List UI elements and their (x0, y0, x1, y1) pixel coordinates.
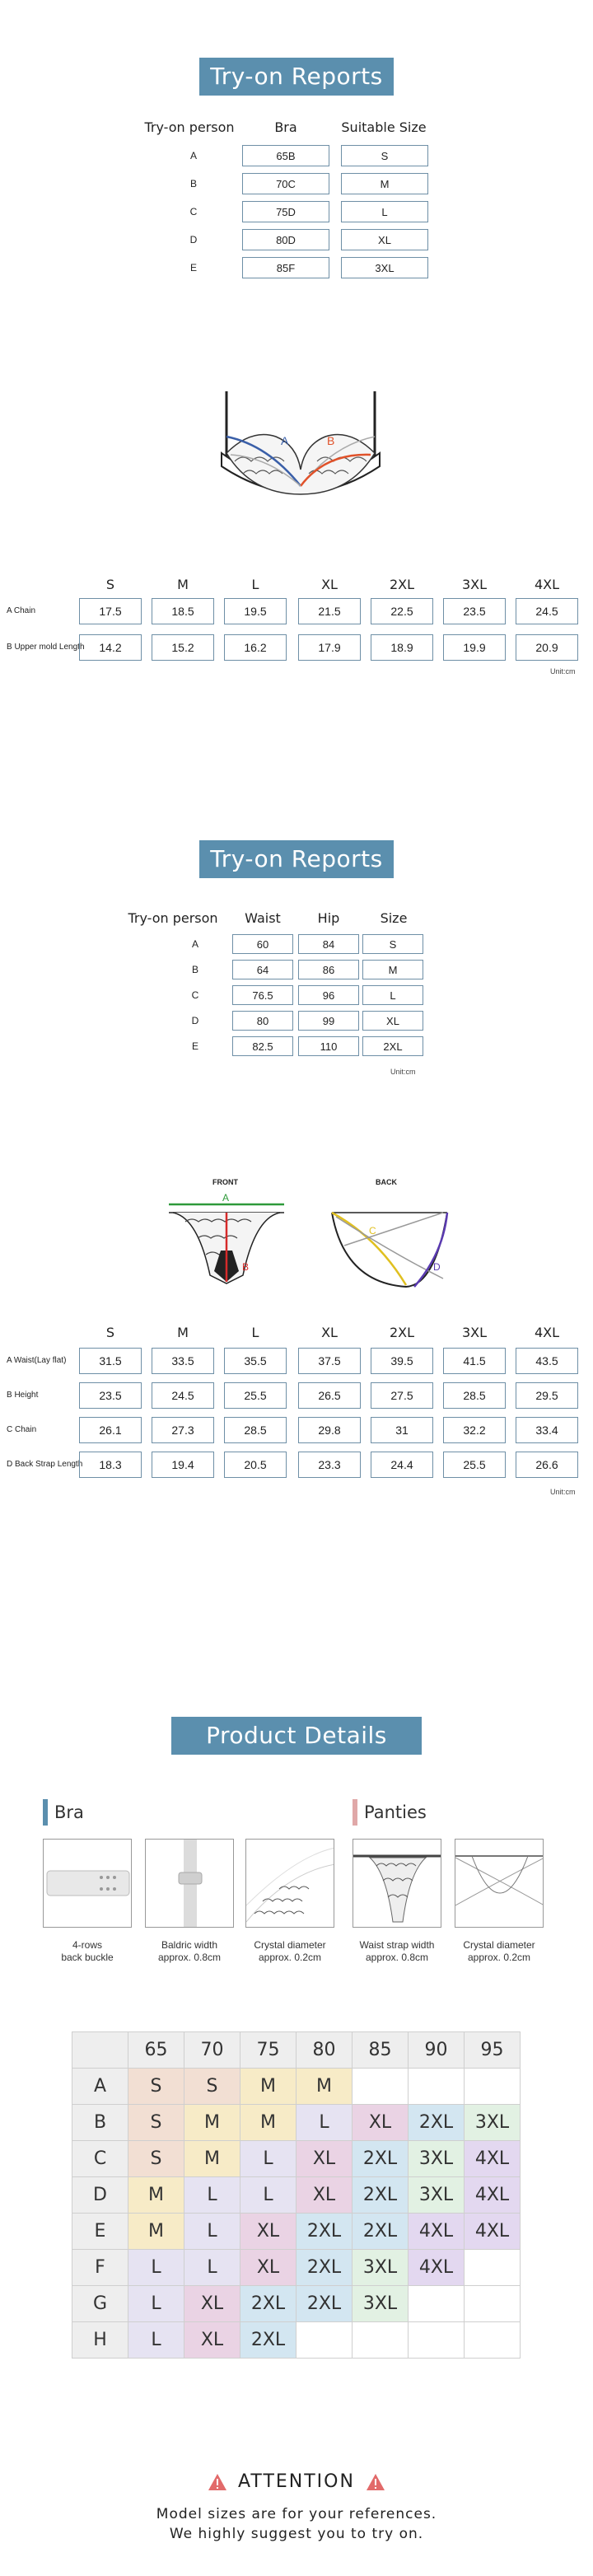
measure-value: 37.5 (298, 1348, 361, 1374)
report-bra-value: 70C (242, 173, 329, 194)
size-grid-cell: XL (240, 2250, 296, 2286)
size-header: 4XL (534, 1325, 560, 1340)
panty-reports-banner: Try-on Reports (199, 840, 394, 878)
measure-value: 17.5 (79, 598, 142, 624)
size-grid-cell (465, 2250, 521, 2286)
panties-marker (353, 1799, 357, 1826)
size-grid-cell: 2XL (296, 2250, 353, 2286)
size-header: M (177, 577, 189, 592)
size-grid-cell: 3XL (409, 2177, 465, 2214)
header-try-on-person: Try-on person (144, 119, 235, 135)
size-grid-cell: 3XL (409, 2141, 465, 2177)
size-grid-cell: 2XL (409, 2105, 465, 2141)
size-grid (72, 2031, 521, 2359)
size-grid-column-header: 65 (128, 2032, 184, 2069)
size-grid-cell: 2XL (353, 2177, 409, 2214)
size-grid-row (72, 2214, 521, 2250)
size-grid-cell: M (184, 2105, 240, 2141)
report-bra-value: 75D (242, 201, 329, 222)
attention-title: ATTENTION (238, 2471, 355, 2492)
size-grid-column-header: 70 (184, 2032, 240, 2069)
panty-back-diagram (328, 1204, 451, 1299)
size-grid-row-header: G (72, 2286, 128, 2322)
measure-value: 17.9 (298, 634, 361, 661)
report-waist-value: 82.5 (232, 1036, 293, 1056)
report-size-value: XL (362, 1011, 423, 1031)
size-grid-row-header: E (72, 2214, 128, 2250)
size-grid-cell: M (128, 2214, 184, 2250)
report-person: A (191, 938, 198, 950)
size-grid-row (72, 2105, 521, 2141)
measure-value: 29.5 (516, 1382, 578, 1409)
size-grid-cell: XL (296, 2141, 353, 2177)
measure-value: 33.4 (516, 1417, 578, 1443)
size-grid-row (72, 2286, 521, 2322)
size-grid-row (72, 2069, 521, 2105)
size-grid-cell: XL (184, 2286, 240, 2322)
size-grid-row-header: D (72, 2177, 128, 2214)
measure-value: 31.5 (79, 1348, 142, 1374)
size-grid-cell: L (184, 2214, 240, 2250)
report-person: A (189, 150, 197, 161)
bra-reports-banner: Try-on Reports (199, 58, 394, 96)
report-size-value: 2XL (362, 1036, 423, 1056)
size-grid-cell: 4XL (465, 2214, 521, 2250)
size-grid-cell: 2XL (353, 2141, 409, 2177)
size-grid-cell: 3XL (465, 2105, 521, 2141)
measure-value: 28.5 (443, 1382, 506, 1409)
panties-detail-label: Panties (364, 1802, 427, 1822)
size-grid-cell: S (128, 2105, 184, 2141)
bra-marker (43, 1799, 48, 1826)
size-grid-cell: 2XL (240, 2286, 296, 2322)
report-size-value: S (341, 145, 428, 166)
size-grid-column-header: 90 (409, 2032, 465, 2069)
report-hip-value: 86 (298, 960, 359, 979)
size-grid-cell: 4XL (409, 2250, 465, 2286)
measure-value: 26.5 (298, 1382, 361, 1409)
size-grid-cell: 3XL (353, 2286, 409, 2322)
attention-line-1: Model sizes are for your references. (156, 2506, 437, 2522)
report-person: D (189, 234, 198, 245)
size-header: 4XL (534, 577, 560, 592)
report-person: C (191, 989, 199, 1001)
back-label: BACK (376, 1178, 397, 1186)
size-grid-cell: XL (184, 2322, 240, 2359)
report-person: B (189, 178, 197, 189)
size-grid-cell: 3XL (353, 2250, 409, 2286)
report-person: C (189, 206, 198, 217)
measure-label: A Waist(Lay flat) (7, 1356, 67, 1365)
size-grid-cell (465, 2322, 521, 2359)
size-grid-column-header: 75 (240, 2032, 296, 2069)
report-waist-value: 76.5 (232, 985, 293, 1005)
measure-label: D Back Strap Length (7, 1460, 83, 1469)
measure-value: 18.5 (152, 598, 214, 624)
measure-value: 41.5 (443, 1348, 506, 1374)
report-waist-value: 60 (232, 934, 293, 954)
measure-value: 22.5 (371, 598, 433, 624)
panty-label-d: D (433, 1261, 441, 1273)
measure-label: A Chain (7, 606, 36, 615)
size-grid-cell: 4XL (465, 2141, 521, 2177)
panty-unit-label: Unit:cm (550, 1488, 576, 1496)
measure-value: 20.5 (224, 1452, 287, 1478)
measure-value: 29.8 (298, 1417, 361, 1443)
panty-report-unit: Unit:cm (390, 1068, 416, 1076)
size-grid-row-header: B (72, 2105, 128, 2141)
size-header: S (105, 1325, 115, 1340)
measure-value: 23.5 (79, 1382, 142, 1409)
size-grid-cell (296, 2322, 353, 2359)
size-grid-row (72, 2322, 521, 2359)
measure-value: 33.5 (152, 1348, 214, 1374)
measure-value: 15.2 (152, 634, 214, 661)
size-grid-cell: L (184, 2250, 240, 2286)
measure-value: 24.4 (371, 1452, 433, 1478)
measure-value: 25.5 (443, 1452, 506, 1478)
report-waist-value: 80 (232, 1011, 293, 1031)
size-grid-cell (409, 2286, 465, 2322)
size-grid-cell: M (240, 2105, 296, 2141)
front-label: FRONT (212, 1178, 238, 1186)
report-person: E (191, 1040, 198, 1052)
header-try-on-person-2: Try-on person (128, 910, 218, 926)
bra-detail-label: Bra (54, 1802, 84, 1822)
size-grid-cell: M (240, 2069, 296, 2105)
report-size-value: L (362, 985, 423, 1005)
bra-diagram (218, 387, 383, 511)
size-header: 3XL (461, 577, 488, 592)
bra-label-b: B (327, 434, 335, 447)
report-bra-value: 85F (242, 257, 329, 278)
size-grid-cell: XL (240, 2214, 296, 2250)
size-grid-cell: L (240, 2177, 296, 2214)
size-grid-cell: XL (353, 2105, 409, 2141)
caption-crystal-bra: Crystal diameter approx. 0.2cm (254, 1939, 326, 1963)
measure-value: 18.9 (371, 634, 433, 661)
detail-waist-strap (353, 1839, 441, 1928)
measure-value: 19.5 (224, 598, 287, 624)
size-grid-column-header: 85 (353, 2032, 409, 2069)
size-grid-row-header: H (72, 2322, 128, 2359)
measure-value: 20.9 (516, 634, 578, 661)
panty-label-c: C (369, 1225, 376, 1237)
size-grid-column-header: 95 (465, 2032, 521, 2069)
size-grid-cell: 4XL (409, 2214, 465, 2250)
product-details-banner: Product Details (171, 1717, 422, 1755)
size-grid-column-header (72, 2032, 128, 2069)
header-bra: Bra (274, 119, 297, 135)
measure-label: B Height (7, 1391, 39, 1400)
report-hip-value: 99 (298, 1011, 359, 1031)
attention-line-2: We highly suggest you to try on. (169, 2526, 424, 2542)
report-person: E (189, 262, 197, 273)
size-header: XL (321, 577, 338, 592)
detail-crystal-bra (245, 1839, 334, 1928)
size-grid-cell: S (128, 2141, 184, 2177)
size-grid-cell: 2XL (240, 2322, 296, 2359)
report-hip-value: 84 (298, 934, 359, 954)
measure-value: 35.5 (224, 1348, 287, 1374)
size-grid-cell: S (184, 2069, 240, 2105)
measure-value: 31 (371, 1417, 433, 1443)
size-grid-cell: 4XL (465, 2177, 521, 2214)
size-header: 2XL (389, 1325, 415, 1340)
size-header: 3XL (461, 1325, 488, 1340)
measure-value: 32.2 (443, 1417, 506, 1443)
report-size-value: M (341, 173, 428, 194)
measure-value: 26.1 (79, 1417, 142, 1443)
report-hip-value: 110 (298, 1036, 359, 1056)
panty-front-diagram (165, 1193, 288, 1288)
caption-crystal-panty: Crystal diameter approx. 0.2cm (463, 1939, 535, 1963)
measure-value: 14.2 (79, 634, 142, 661)
size-grid-row (72, 2177, 521, 2214)
size-grid-cell: L (128, 2322, 184, 2359)
size-header: 2XL (389, 577, 415, 592)
bra-label-a: A (281, 434, 289, 447)
warning-icon (366, 2473, 385, 2491)
bra-unit-label: Unit:cm (550, 667, 576, 676)
size-grid-cell (465, 2069, 521, 2105)
size-grid-column-header: 80 (296, 2032, 353, 2069)
report-bra-value: 80D (242, 229, 329, 250)
report-size-value: XL (341, 229, 428, 250)
detail-back-buckle (43, 1839, 132, 1928)
measure-value: 26.6 (516, 1452, 578, 1478)
size-grid-cell (353, 2322, 409, 2359)
size-grid-cell (353, 2069, 409, 2105)
caption-waist-strap: Waist strap width approx. 0.8cm (359, 1939, 435, 1963)
size-grid-cell: 2XL (353, 2214, 409, 2250)
caption-back-buckle: 4-rows back buckle (61, 1939, 114, 1963)
size-header: S (105, 577, 115, 592)
size-header: XL (321, 1325, 338, 1340)
size-header: M (177, 1325, 189, 1340)
size-grid-row (72, 2250, 521, 2286)
size-grid-header-row (72, 2032, 521, 2069)
measure-value: 23.5 (443, 598, 506, 624)
size-grid-row-header: A (72, 2069, 128, 2105)
report-person: D (191, 1015, 199, 1026)
size-header: L (251, 577, 259, 592)
size-grid-cell: 2XL (296, 2286, 353, 2322)
measure-value: 23.3 (298, 1452, 361, 1478)
report-person: B (191, 964, 198, 975)
size-grid-cell: L (296, 2105, 353, 2141)
caption-baldric: Baldric width approx. 0.8cm (157, 1939, 222, 1963)
size-grid-cell: S (128, 2069, 184, 2105)
size-grid-row (72, 2141, 521, 2177)
measure-value: 27.3 (152, 1417, 214, 1443)
measure-label: C Chain (7, 1425, 37, 1434)
measure-value: 16.2 (224, 634, 287, 661)
header-hip: Hip (317, 910, 340, 926)
detail-baldric (145, 1839, 234, 1928)
measure-value: 39.5 (371, 1348, 433, 1374)
size-grid-row-header: C (72, 2141, 128, 2177)
panty-label-a: A (222, 1193, 230, 1204)
warning-icon (208, 2473, 227, 2491)
header-waist: Waist (245, 910, 281, 926)
size-grid-cell: L (240, 2141, 296, 2177)
size-grid-cell: L (184, 2177, 240, 2214)
measure-value: 28.5 (224, 1417, 287, 1443)
header-size: Size (380, 910, 408, 926)
size-grid-cell: XL (296, 2177, 353, 2214)
size-grid-cell: M (128, 2177, 184, 2214)
size-header: L (251, 1325, 259, 1340)
header-suitable-size: Suitable Size (341, 119, 427, 135)
size-grid-cell: M (184, 2141, 240, 2177)
measure-label: B Upper mold Length (7, 643, 85, 652)
measure-value: 19.4 (152, 1452, 214, 1478)
size-grid-cell: L (128, 2250, 184, 2286)
report-waist-value: 64 (232, 960, 293, 979)
measure-value: 25.5 (224, 1382, 287, 1409)
measure-value: 24.5 (152, 1382, 214, 1409)
report-size-value: 3XL (341, 257, 428, 278)
size-grid-cell (409, 2069, 465, 2105)
measure-value: 19.9 (443, 634, 506, 661)
panty-label-b: B (242, 1261, 250, 1273)
report-bra-value: 65B (242, 145, 329, 166)
size-grid-cell (465, 2286, 521, 2322)
measure-value: 43.5 (516, 1348, 578, 1374)
size-grid-row-header: F (72, 2250, 128, 2286)
measure-value: 21.5 (298, 598, 361, 624)
size-grid-cell: M (296, 2069, 353, 2105)
report-size-value: M (362, 960, 423, 979)
report-hip-value: 96 (298, 985, 359, 1005)
measure-value: 18.3 (79, 1452, 142, 1478)
size-grid-cell (409, 2322, 465, 2359)
report-size-value: S (362, 934, 423, 954)
size-grid-cell: 2XL (296, 2214, 353, 2250)
measure-value: 24.5 (516, 598, 578, 624)
measure-value: 27.5 (371, 1382, 433, 1409)
detail-crystal-panty (455, 1839, 544, 1928)
size-grid-cell: L (128, 2286, 184, 2322)
report-size-value: L (341, 201, 428, 222)
